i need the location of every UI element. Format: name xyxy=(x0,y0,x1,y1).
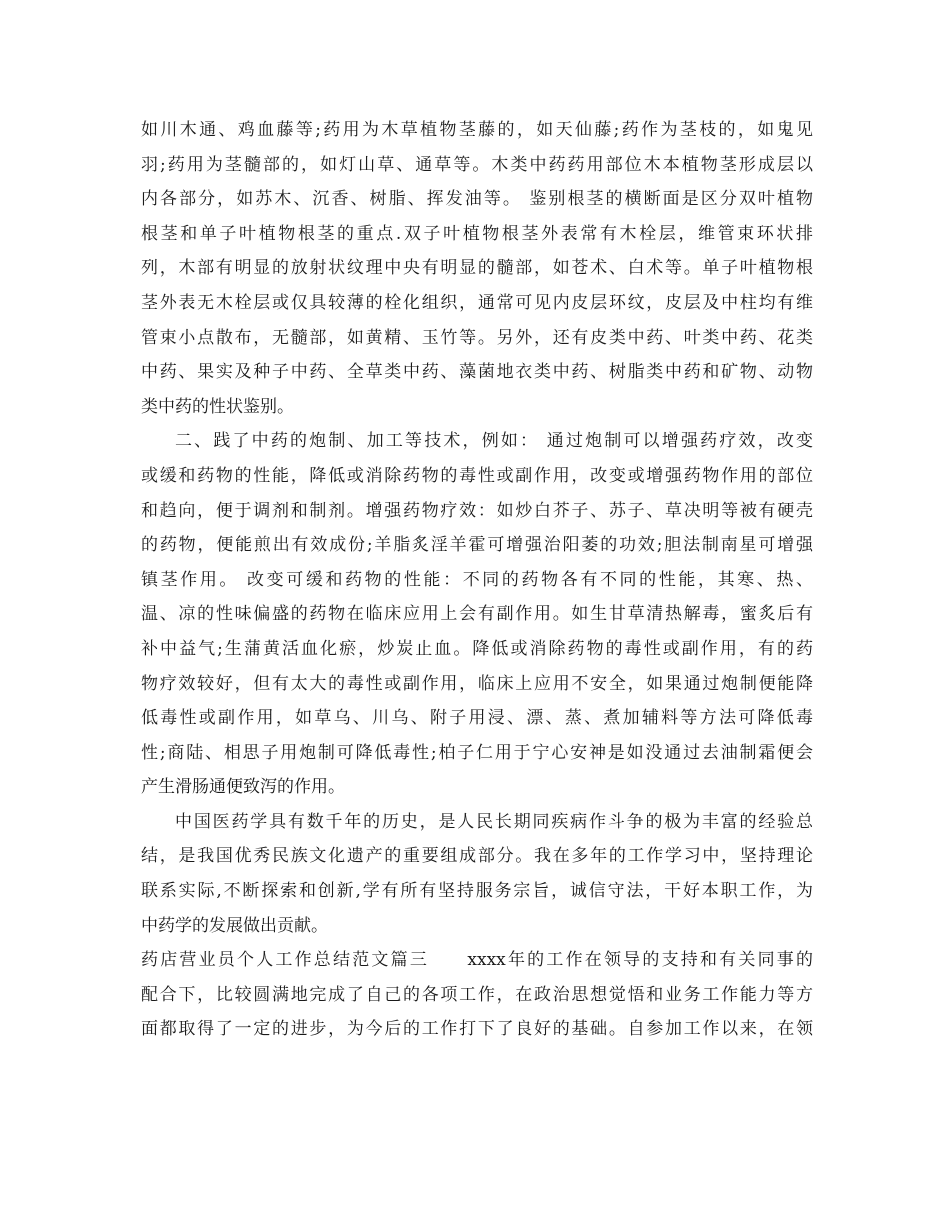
text-line: 和趋向，便于调剂和制剂。增强药物疗效：如炒白芥子、苏子、草决明等被有硬壳 xyxy=(141,500,813,521)
text-line: 中药学的发展做出贡献。 xyxy=(141,915,328,936)
text-line: 温、凉的性味偏盛的药物在临床应用上会有副作用。如生甘草清热解毒，蜜炙后有 xyxy=(141,604,813,625)
text-line: 药店营业员个人工作总结范文篇三 xxxx年的工作在领导的支持和有关同事的 xyxy=(141,950,813,971)
text-line: 中药、果实及种子中药、全草类中药、藻菌地衣类中药、树脂类中药和矿物、动物 xyxy=(141,362,813,383)
text-line: 内各部分，如苏木、沉香、树脂、挥发油等。 鉴别根茎的横断面是区分双叶植物 xyxy=(141,189,813,210)
text-line: 产生滑肠通便致泻的作用。 xyxy=(141,777,345,798)
text-line: 面都取得了一定的进步，为今后的工作打下了良好的基础。自参加工作以来，在领 xyxy=(141,1019,813,1040)
text-line: 如川木通、鸡血藤等;药用为木草植物茎藤的，如天仙藤;药作为茎枝的，如鬼见 xyxy=(141,120,813,140)
text-line: 根茎和单子叶植物根茎的重点.双子叶植物根茎外表常有木栓层，维管束环状排 xyxy=(141,223,813,244)
text-line: 羽;药用为茎髓部的，如灯山草、通草等。木类中药药用部位木本植物茎形成层以 xyxy=(141,154,813,175)
text-line: 列，木部有明显的放射状纹理中央有明显的髓部，如苍术、白术等。单子叶植物根 xyxy=(141,258,813,279)
text-line: 配合下，比较圆满地完成了自己的各项工作，在政治思想觉悟和业务工作能力等方 xyxy=(141,984,813,1005)
text-line: 补中益气;生蒲黄活血化瘀，炒炭止血。降低或消除药物的毒性或副作用，有的药 xyxy=(141,638,813,659)
text-line: 镇茎作用。 改变可缓和药物的性能：不同的药物各有不同的性能，其寒、热、 xyxy=(141,569,813,590)
text-line: 物疗效较好，但有太大的毒性或副作用，临床上应用不安全，如果通过炮制便能降 xyxy=(141,673,813,694)
text-line: 中国医药学具有数千年的历史，是人民长期同疾病作斗争的极为丰富的经验总 xyxy=(175,811,813,832)
text-line: 联系实际,不断探索和创新,学有所有坚持服务宗旨，诚信守法，干好本职工作，为 xyxy=(141,881,813,902)
text-line: 低毒性或副作用，如草乌、川乌、附子用浸、漂、蒸、煮加辅料等方法可降低毒 xyxy=(141,708,813,729)
text-line: 管束小点散布，无髓部，如黄精、玉竹等。另外，还有皮类中药、叶类中药、花类 xyxy=(141,327,813,348)
body-text xyxy=(141,113,813,1047)
text-line: 或缓和药物的性能，降低或消除药物的毒性或副作用，改变或增强药物作用的部位 xyxy=(141,465,813,486)
text-line: 二、践了中药的炮制、加工等技术，例如： 通过炮制可以增强药疗效，改变 xyxy=(175,431,813,452)
text-line: 茎外表无木栓层或仅具较薄的栓化组织，通常可见内皮层环纹，皮层及中柱均有维 xyxy=(141,292,813,313)
text-line: 结，是我国优秀民族文化遗产的重要组成部分。我在多年的工作学习中，坚持理论 xyxy=(141,846,813,867)
text-line: 的药物，便能煎出有效成份;羊脂炙淫羊霍可增强治阳萎的功效;胆法制南星可增强 xyxy=(141,535,813,556)
text-line: 性;商陆、相思子用炮制可降低毒性;柏子仁用于宁心安神是如没通过去油制霜便会 xyxy=(141,742,813,763)
text-line: 类中药的性状鉴别。 xyxy=(141,396,294,417)
